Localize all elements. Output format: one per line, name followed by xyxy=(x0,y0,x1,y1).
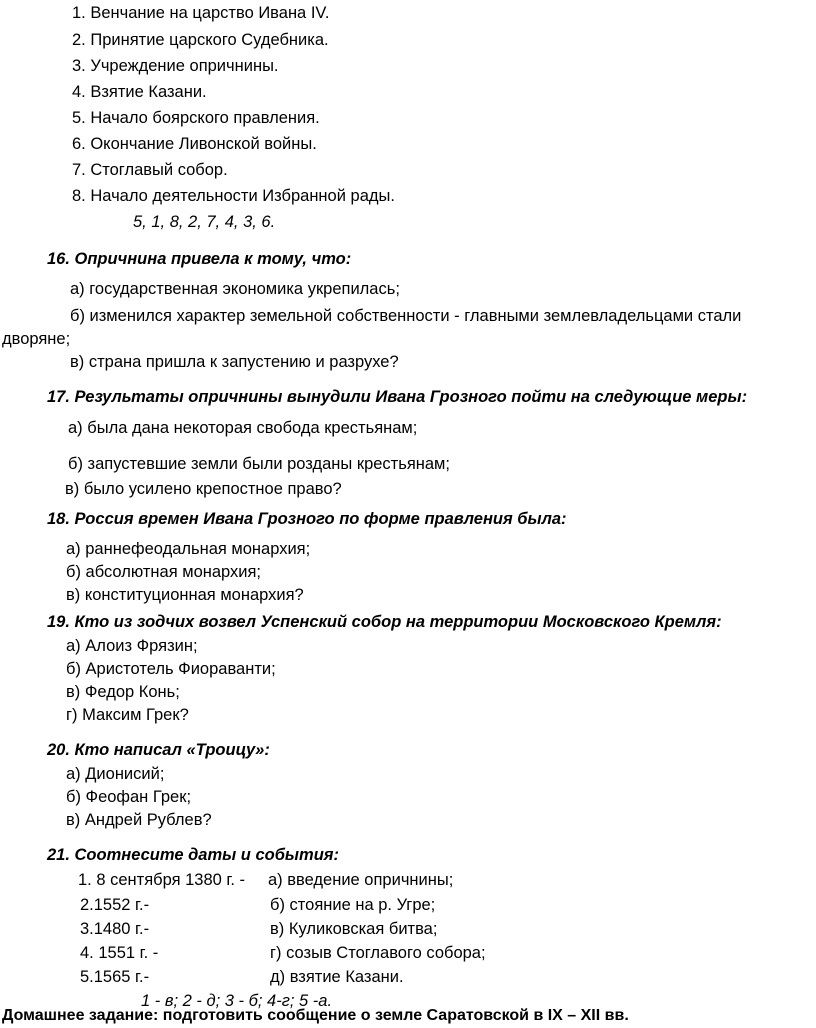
option-continuation: дворяне; xyxy=(2,330,71,348)
question-17: 17. Результаты опричнины вынудили Ивана Грозного пойти на следующие меры: xyxy=(47,388,748,406)
homework: Домашнее задание: подготовить сообщение о земле Саратовской в IX – XII вв. xyxy=(2,1007,629,1024)
question-21: 21. Соотнесите даты и события: xyxy=(47,846,339,864)
date-item: 1. 8 сентября 1380 г. - xyxy=(78,871,246,889)
event-option: в) Куликовская битва; xyxy=(270,920,438,938)
event-item: 4. Взятие Казани. xyxy=(72,83,207,101)
option: а) Алоиз Фрязин; xyxy=(66,637,198,655)
event-item: 1. Венчание на царство Ивана IV. xyxy=(72,4,330,22)
date-item: 2.1552 г.- xyxy=(80,896,150,914)
option: г) Максим Грек? xyxy=(66,706,189,724)
option: в) Федор Конь; xyxy=(66,683,180,701)
option: в) было усилено крепостное право? xyxy=(65,480,342,498)
event-item: 3. Учреждение опричнины. xyxy=(72,57,279,75)
option: в) Андрей Рублев? xyxy=(66,811,212,829)
date-item: 3.1480 г.- xyxy=(80,920,150,938)
event-option: б) стояние на р. Угре; xyxy=(270,896,436,914)
event-item: 7. Стоглавый собор. xyxy=(72,161,228,179)
event-option: г) созыв Стоглавого собора; xyxy=(270,944,486,962)
date-item: 5.1565 г.- xyxy=(80,968,150,986)
event-item: 6. Окончание Ливонской войны. xyxy=(72,135,317,153)
events-answer: 5, 1, 8, 2, 7, 4, 3, 6. xyxy=(133,213,276,231)
option: б) абсолютная монархия; xyxy=(66,563,262,581)
option: а) раннефеодальная монархия; xyxy=(66,540,311,558)
option: а) была дана некоторая свобода крестьянам; xyxy=(68,419,418,437)
option: б) изменился характер земельной собственности - главными землевладельцами стали xyxy=(70,307,742,325)
event-item: 8. Начало деятельности Избранной рады. xyxy=(72,187,395,205)
option: б) Феофан Грек; xyxy=(66,788,192,806)
option: б) Аристотель Фиораванти; xyxy=(66,660,276,678)
option: а) Дионисий; xyxy=(66,765,165,783)
event-option: а) введение опричнины; xyxy=(268,871,454,889)
option: в) конституционная монархия? xyxy=(66,586,304,604)
option: б) запустевшие земли были розданы крестьянам; xyxy=(68,455,450,473)
event-item: 5. Начало боярского правления. xyxy=(72,109,320,127)
matching-answer: 1 - в; 2 - д; 3 - б; 4-г; 5 -а. xyxy=(141,992,333,1010)
question-18: 18. Россия времен Ивана Грозного по форме правления была: xyxy=(47,510,567,528)
question-19: 19. Кто из зодчих возвел Успенский собор на территории Московского Кремля: xyxy=(47,613,722,631)
date-item: 4. 1551 г. - xyxy=(80,944,159,962)
event-item: 2. Принятие царского Судебника. xyxy=(72,31,329,49)
question-20: 20. Кто написал «Троицу»: xyxy=(47,741,270,759)
option: в) страна пришла к запустению и разрухе? xyxy=(70,353,399,371)
option: а) государственная экономика укрепилась; xyxy=(70,280,400,298)
event-option: д) взятие Казани. xyxy=(270,968,404,986)
question-16: 16. Опричнина привела к тому, что: xyxy=(47,250,352,268)
